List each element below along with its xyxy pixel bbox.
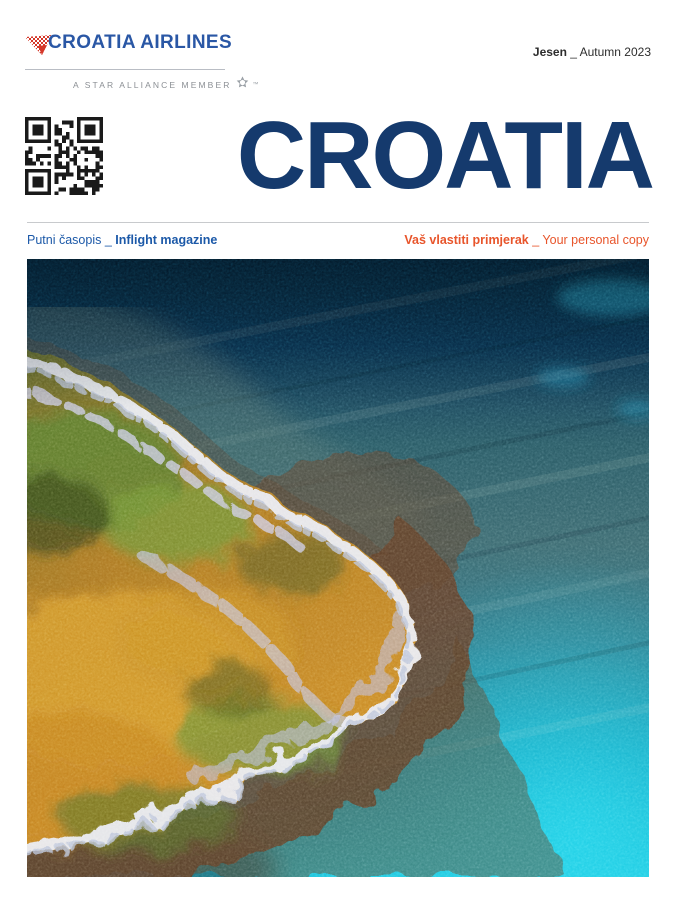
trademark-mark: ™	[252, 82, 259, 88]
header-divider	[27, 222, 649, 223]
aerial-coastline-photo	[27, 259, 649, 877]
tagline-inflight-magazine	[27, 233, 217, 247]
tagline-right-en: _ Your personal copy	[532, 233, 649, 247]
tagline-left-hr: Putni časopis _	[27, 233, 116, 247]
edition-rest: _ Autumn 2023	[566, 45, 651, 59]
tagline-row	[27, 233, 649, 247]
star-alliance-star-icon	[236, 76, 249, 94]
airline-name: CROATIA AIRLINES	[48, 32, 233, 53]
tagline-personal-copy	[404, 233, 649, 247]
brand-divider	[25, 69, 225, 70]
magazine-title: CROATIA	[236, 102, 653, 209]
tagline-right-hr: Vaš vlastiti primjerak	[404, 233, 533, 247]
star-alliance-text: A STAR ALLIANCE MEMBER	[73, 80, 232, 90]
qr-code	[25, 117, 103, 195]
tagline-left-en: Inflight magazine	[115, 233, 218, 247]
brand-block	[25, 32, 259, 94]
edition-date	[533, 45, 651, 59]
edition-season-hr: Jesen	[532, 45, 567, 59]
